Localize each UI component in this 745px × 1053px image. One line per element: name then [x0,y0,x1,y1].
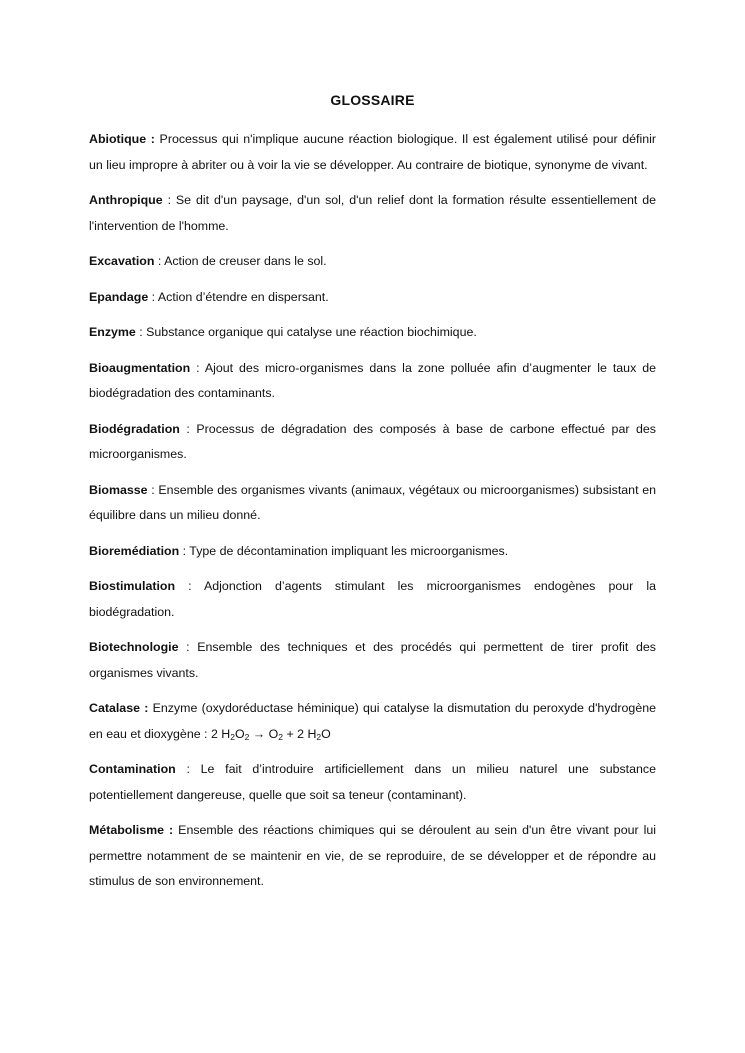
entry-definition: : Action de creuser dans le sol. [154,254,327,268]
page-title: GLOSSAIRE [330,92,415,108]
entry-term: Bioremédiation [89,543,180,558]
glossary-entry-biomasse [89,478,656,529]
glossary-entry-bioaugmentation [89,356,656,407]
chemical-equation [211,727,331,741]
glossary-entry-epandage [89,285,656,311]
entry-term: Epandage [89,289,149,304]
glossary-entry-metabolisme [89,818,656,895]
entry-definition: : Ensemble des organismes vivants (animaux, végétaux ou microorganismes) subsistant en équilibre dans un milieu donné. [89,482,656,522]
document-page [89,90,656,905]
entry-definition: Processus qui n'implique aucune réaction biologique. Il est également utilisé pour définir un lieu impropre à abriter ou à voir la vie se développer. Au contraire de biotique, synonyme de vivant. [89,132,656,172]
entry-definition: : Ajout des micro-organismes dans la zone polluée afin d’augmenter le taux de biodégradation des contaminants. [89,360,656,400]
entry-term: Contamination [89,762,176,776]
entry-term: Biotechnologie [89,640,179,654]
glossary-entry-contamination [89,757,656,808]
entry-term: Biomasse [89,482,148,497]
glossary-entry-biostimulation [89,574,656,625]
glossary-entry-anthropique [89,188,656,239]
glossary-entry-biodegradation [89,417,656,468]
glossary-entry-biotechnologie [89,635,656,686]
eq-part: 2 H [210,726,231,741]
entry-definition: : Ensemble des techniques et des procédés qui permettent de tirer profit des organismes vivants. [89,640,656,680]
entry-term: Biodégradation [89,421,180,436]
eq-part: O [234,726,245,741]
glossary-entry-abiotique [89,127,656,178]
entry-definition: : Action d’étendre en dispersant. [148,289,329,304]
eq-subscript: 2 [230,731,235,742]
eq-subscript: 2 [316,731,322,742]
entry-term: Biostimulation [89,579,176,593]
entry-term: Métabolisme : [89,823,174,837]
eq-part: → O [249,726,279,741]
glossary-entry-excavation [89,249,656,275]
eq-subscript: 2 [244,731,250,742]
entry-term: Excavation [89,254,155,268]
entry-definition: : Type de décontamination impliquant les microorganismes. [179,543,509,558]
entry-definition: : Processus de dégradation des composés à base de carbone effectué par des microorganismes. [89,421,656,461]
entry-definition: : Substance organique qui catalyse une réaction biochimique. [135,325,477,339]
entry-definition: : Se dit d'un paysage, d'un sol, d'un relief dont la formation résulte essentiellement de l'intervention de l'homme. [89,193,656,233]
glossary-entry-enzyme [89,320,656,346]
entry-definition: : Le fait d’introduire artificiellement dans un milieu naturel une substance potentiellement dangereuse, quelle que soit sa teneur (contaminant). [89,762,656,802]
entry-definition: Enzyme (oxydoréductase héminique) qui catalyse la dismutation du peroxyde d'hydrogène en eau et dioxygène : [89,701,656,741]
entry-term: Bioaugmentation [89,360,191,375]
eq-part: + 2 H [283,726,317,741]
entry-definition: Ensemble des réactions chimiques qui se déroulent au sein d'un être vivant pour lui permettre notamment de se maintenir en vie, de se reproduire, de se développer et de répondre au stimulus de son environnement. [89,823,657,888]
eq-part: O [321,726,331,741]
glossary-entry-bioremediation [89,539,656,565]
entry-term: Anthropique [89,193,163,207]
glossary-entry-catalase [89,696,656,747]
entry-term: Catalase : [89,701,149,715]
eq-subscript: 2 [278,731,283,742]
entry-term: Abiotique : [89,132,155,146]
entry-definition: : Adjonction d’agents stimulant les microorganismes endogènes pour la biodégradation. [89,579,656,619]
entry-term: Enzyme [89,325,136,339]
